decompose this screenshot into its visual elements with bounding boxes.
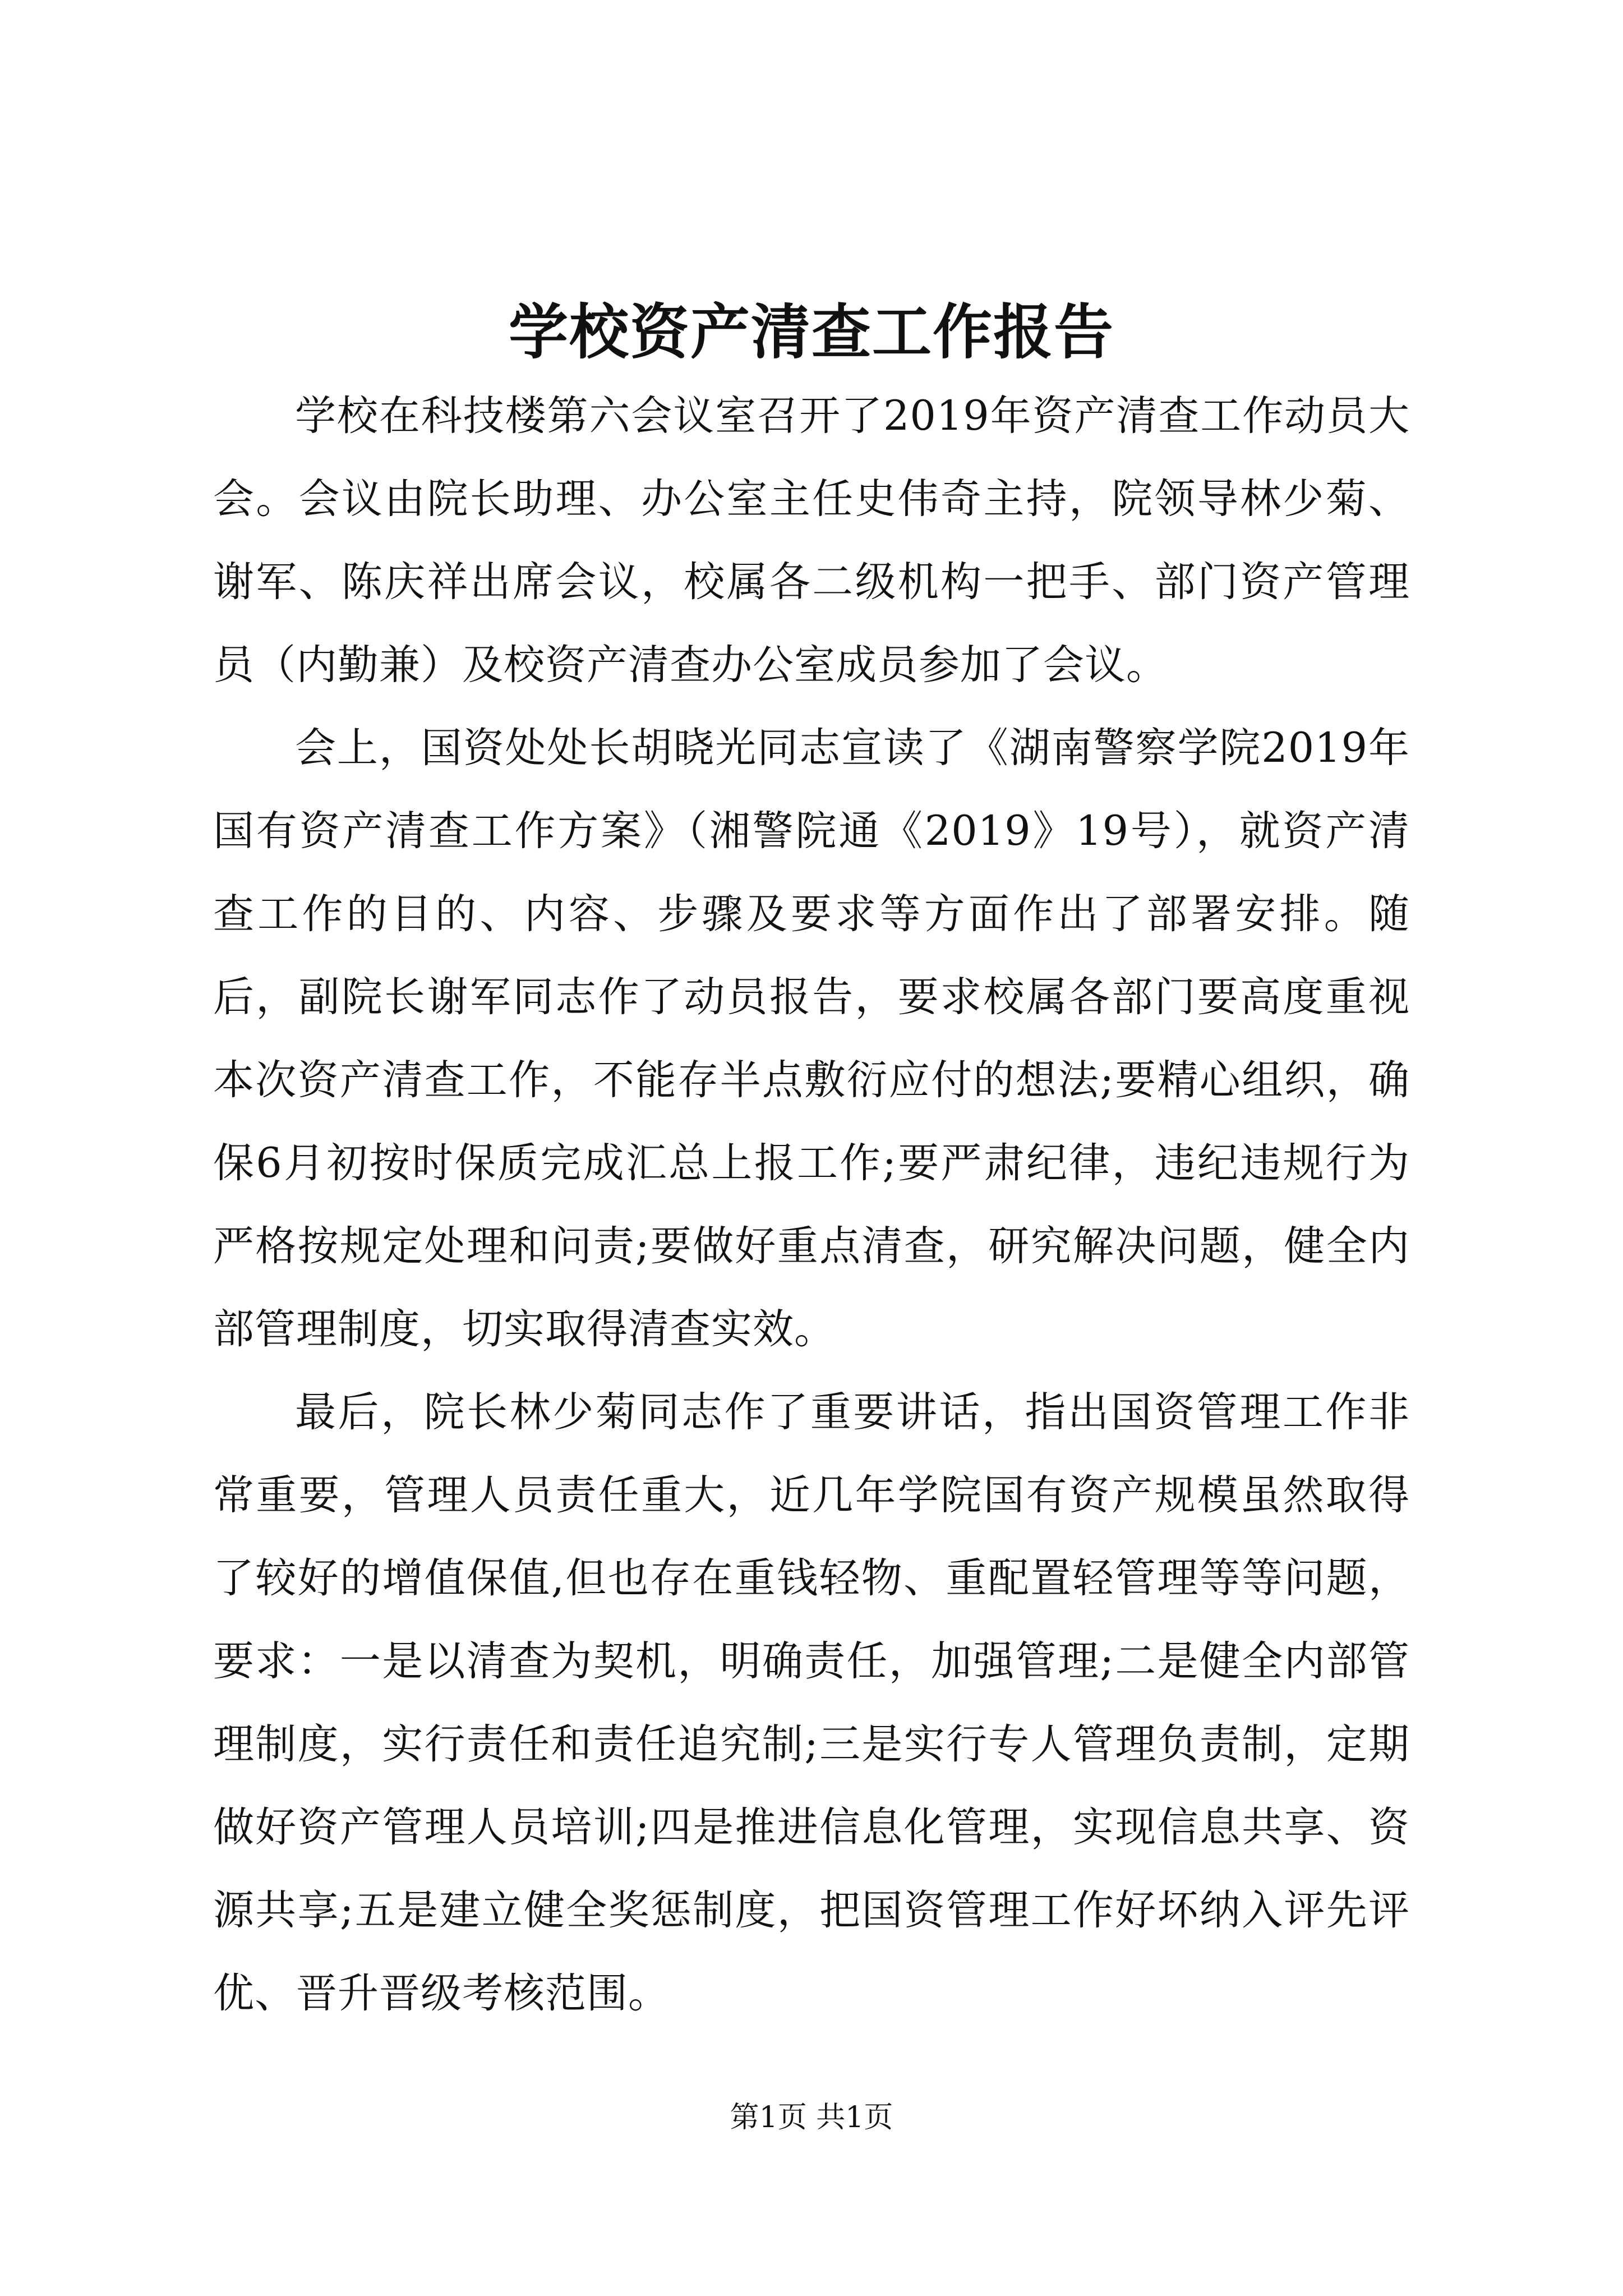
paragraph-meeting-overview: 学校在科技楼第六会议室召开了2019年资产清查工作动员大会。会议由院长助理、办公室主任史伟奇主持，院领导林少菊、谢军、陈庆祥出席会议，校属各二级机构一把手、部门资产管理员（内勤兼）及校资产清查办公室成员参加了会议。	[213, 392, 1410, 689]
page-footer: 第1页 共1页	[730, 2101, 893, 2134]
document-body	[213, 375, 1410, 2035]
paragraph-president-speech: 最后，院长林少菊同志作了重要讲话，指出国资管理工作非常重要，管理人员责任重大，近几年学院国有资产规模虽然取得了较好的增值保值,但也存在重钱轻物、重配置轻管理等等问题，要求：一是以清查为契机，明确责任，加强管理;二是健全内部管理制度，实行责任和责任追究制;三是实行专人管理负责制，定期做好资产管理人员培训;四是推进信息化管理，实现信息共享、资源共享;五是建立健全奖惩制度，把国资管理工作好坏纳入评先评优、晋升晋级考核范围。	[213, 1388, 1410, 2017]
paragraph-work-plan: 会上，国资处处长胡晓光同志宣读了《湖南警察学院2019年国有资产清查工作方案》（湘警院通《2019》19号），就资产清查工作的目的、内容、步骤及要求等方面作出了部署安排。随后，副院长谢军同志作了动员报告，要求校属各部门要高度重视本次资产清查工作，不能存半点敷衍应付的想法;要精心组织，确保6月初按时保质完成汇总上报工作;要严肃纪律，违纪违规行为严格按规定处理和问责;要做好重点清查，研究解决问题，健全内部管理制度，切实取得清查实效。	[213, 724, 1410, 1353]
document-title: 学校资产清查工作报告	[509, 297, 1114, 367]
